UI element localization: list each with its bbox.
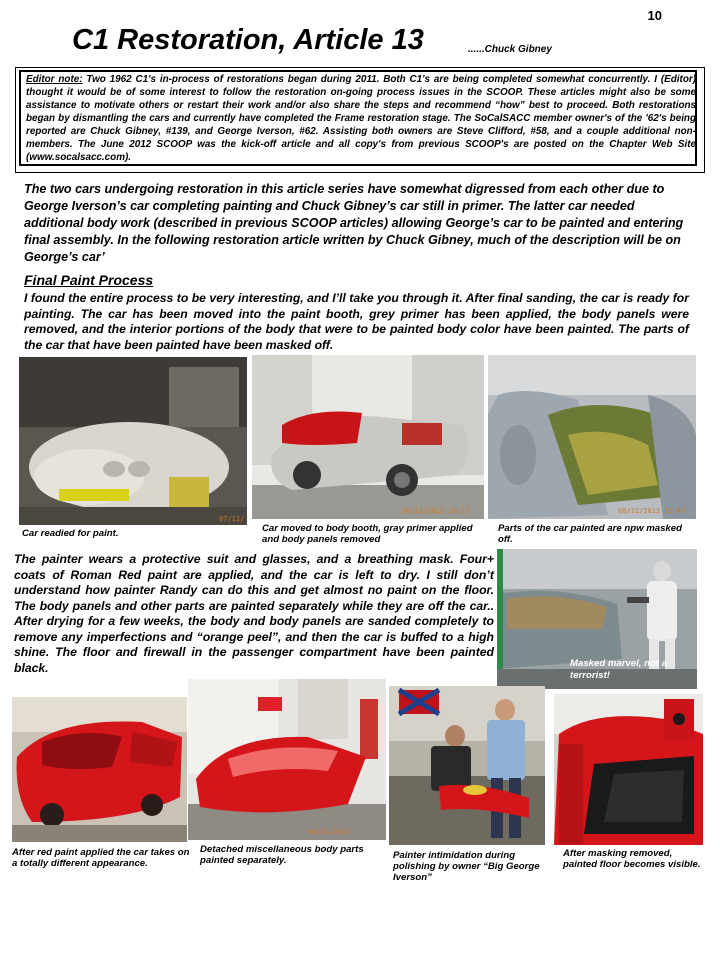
caption-intimidation: Painter intimidation during polishing by owner “Big George Iverson”: [393, 850, 540, 883]
caption-masked-marvel: Masked marvel, not a terrorist!: [570, 658, 668, 681]
editor-note-text: Two 1962 C1's in-process of restorations began during 2011. Both C1's are being completed somewhat concurrently. I (Editor) thought it would be of some interest to follow the restoration on-going process issues in the SCOOP. These articles might also be some assistance to motivate others or restart their work and/or also share the steps and recommend “how” best to proceed. Both restorations began by dismantling the cars and currently have completed the Frame restoration stage. The SoCalSACC member owner's of the '62's being reported are Chuck Gibney, #139, and George Iverson, #62. Assisting both owners are Steve Clifford, #58, and a couple additional non-members. The June 2012 SCOOP was the kick-off article and all copy's from previous SCOOP's are posted on the Chapter Web Site (www.socalsacc.com).: [26, 74, 697, 163]
photo-red-applied: [12, 697, 187, 842]
intro-paragraph: The two cars undergoing restoration in this article series have somewhat digressed from each other due to George Iverson’s car completing painting and Chuck Gibney’s car still in primer. The latter car needed additional body work (described in previous SCOOP articles) allowing George’s car to be painted and entering final assembly. In the following restoration article written by Chuck Gibney, much of the description will be on George’s car’: [24, 182, 684, 264]
editor-note: [26, 73, 696, 164]
editor-note-label: Editor note:: [26, 74, 83, 85]
photo-intimidation: [389, 686, 545, 845]
paragraph-1: I found the entire process to be very interesting, and I’ll take you through it. After final sanding, the car is ready for painting. The car has been moved into the paint booth, grey primer has been applied, the body panels were removed, and the interior portions of the body that were to be painted body color have been painted. The parts of the car that have been painted have been masked off.: [24, 291, 689, 352]
photo-3-timestamp: 06/11/2013 13:47: [618, 507, 686, 515]
caption-parts-masked: Parts of the car painted are npw masked off.: [498, 523, 682, 545]
photo-6-timestamp: 06/11/2013: [308, 828, 351, 836]
photo-car-moved: [252, 355, 484, 519]
photo-1-timestamp: 07/11/: [219, 515, 245, 523]
photo-detached-parts: [188, 679, 386, 840]
caption-car-moved: Car moved to body booth, gray primer applied and body panels removed: [262, 523, 473, 545]
caption-detached-parts: Detached miscellaneous body parts painted separately.: [200, 844, 364, 866]
caption-car-readied: Car readied for paint.: [22, 528, 119, 539]
article-title: C1 Restoration, Article 13: [72, 24, 424, 56]
photo-2-timestamp: 06/11/2013 10:17: [402, 507, 470, 515]
caption-red-applied: After red paint applied the car takes on a totally different appearance.: [12, 847, 190, 869]
page-number: 10: [647, 8, 662, 23]
photo-masking-removed: [554, 694, 703, 845]
byline: ......Chuck Gibney: [468, 44, 552, 55]
paragraph-2: The painter wears a protective suit and glasses, and a breathing mask. Four+ coats of Roman Red paint are applied, and the car is left to dry. I still don’t understand how painter Randy can do this and get almost no paint on the floor. The body panels and other parts are painted separately while they are off the car.. After drying for a few weeks, the body and body panels are sanded completely to remove any imperfections and “orange peel”, and then the car is buffed to a high shine. The floor and firewall in the passenger compartment have been painted black.: [14, 552, 494, 675]
section-heading: Final Paint Process: [24, 272, 154, 288]
caption-masking-removed: After masking removed, painted floor becomes visible.: [563, 848, 701, 870]
photo-parts-masked: [488, 355, 696, 519]
photo-car-readied: [19, 357, 247, 525]
